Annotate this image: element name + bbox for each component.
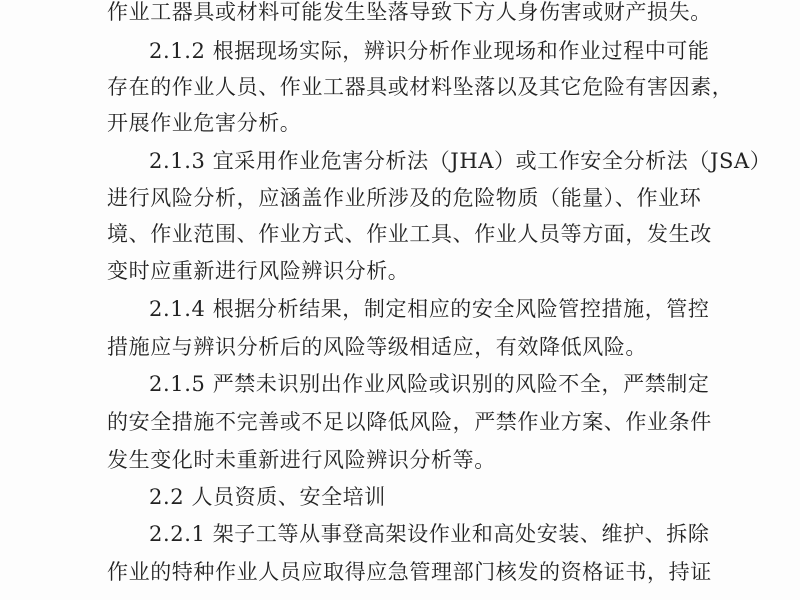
section-heading-2-2: 2.2 人员资质、安全培训 xyxy=(149,485,386,509)
text-line: 发生变化时未重新进行风险辨识分析等。 xyxy=(107,448,496,472)
text-line: 进行风险分析，应涵盖作业所涉及的危险物质（能量）、作业环 xyxy=(107,186,702,210)
clause-2-1-5: 2.1.5 严禁未识别出作业风险或识别的风险不全，严禁制定 xyxy=(149,372,710,396)
text-line: 措施应与辨识分析后的风险等级相适应，有效降低风险。 xyxy=(107,335,647,359)
text-line: 境、作业范围、作业方式、作业工具、作业人员等方面，发生改 xyxy=(107,222,712,246)
text-line: 作业工器具或材料可能发生坠落导致下方人身伤害或财产损失。 xyxy=(107,0,712,24)
clause-2-2-1: 2.2.1 架子工等从事登高架设作业和高处安装、维护、拆除 xyxy=(149,522,710,546)
text-line: 的安全措施不完善或不足以降低风险，严禁作业方案、作业条件 xyxy=(107,410,712,434)
text-line: 存在的作业人员、作业工器具或材料坠落以及其它危险有害因素， xyxy=(107,75,734,99)
text-line: 变时应重新进行风险辨识分析。 xyxy=(107,259,410,283)
clause-2-1-3: 2.1.3 宜采用作业危害分析法（JHA）或工作安全分析法（JSA） xyxy=(149,149,772,173)
clause-2-1-2: 2.1.2 根据现场实际，辨识分析作业现场和作业过程中可能 xyxy=(149,39,710,63)
text-line: 开展作业危害分析。 xyxy=(107,111,302,135)
clause-2-1-4: 2.1.4 根据分析结果，制定相应的安全风险管控措施，管控 xyxy=(149,297,710,321)
text-line: 作业的特种作业人员应取得应急管理部门核发的资格证书，持证 xyxy=(107,560,712,584)
